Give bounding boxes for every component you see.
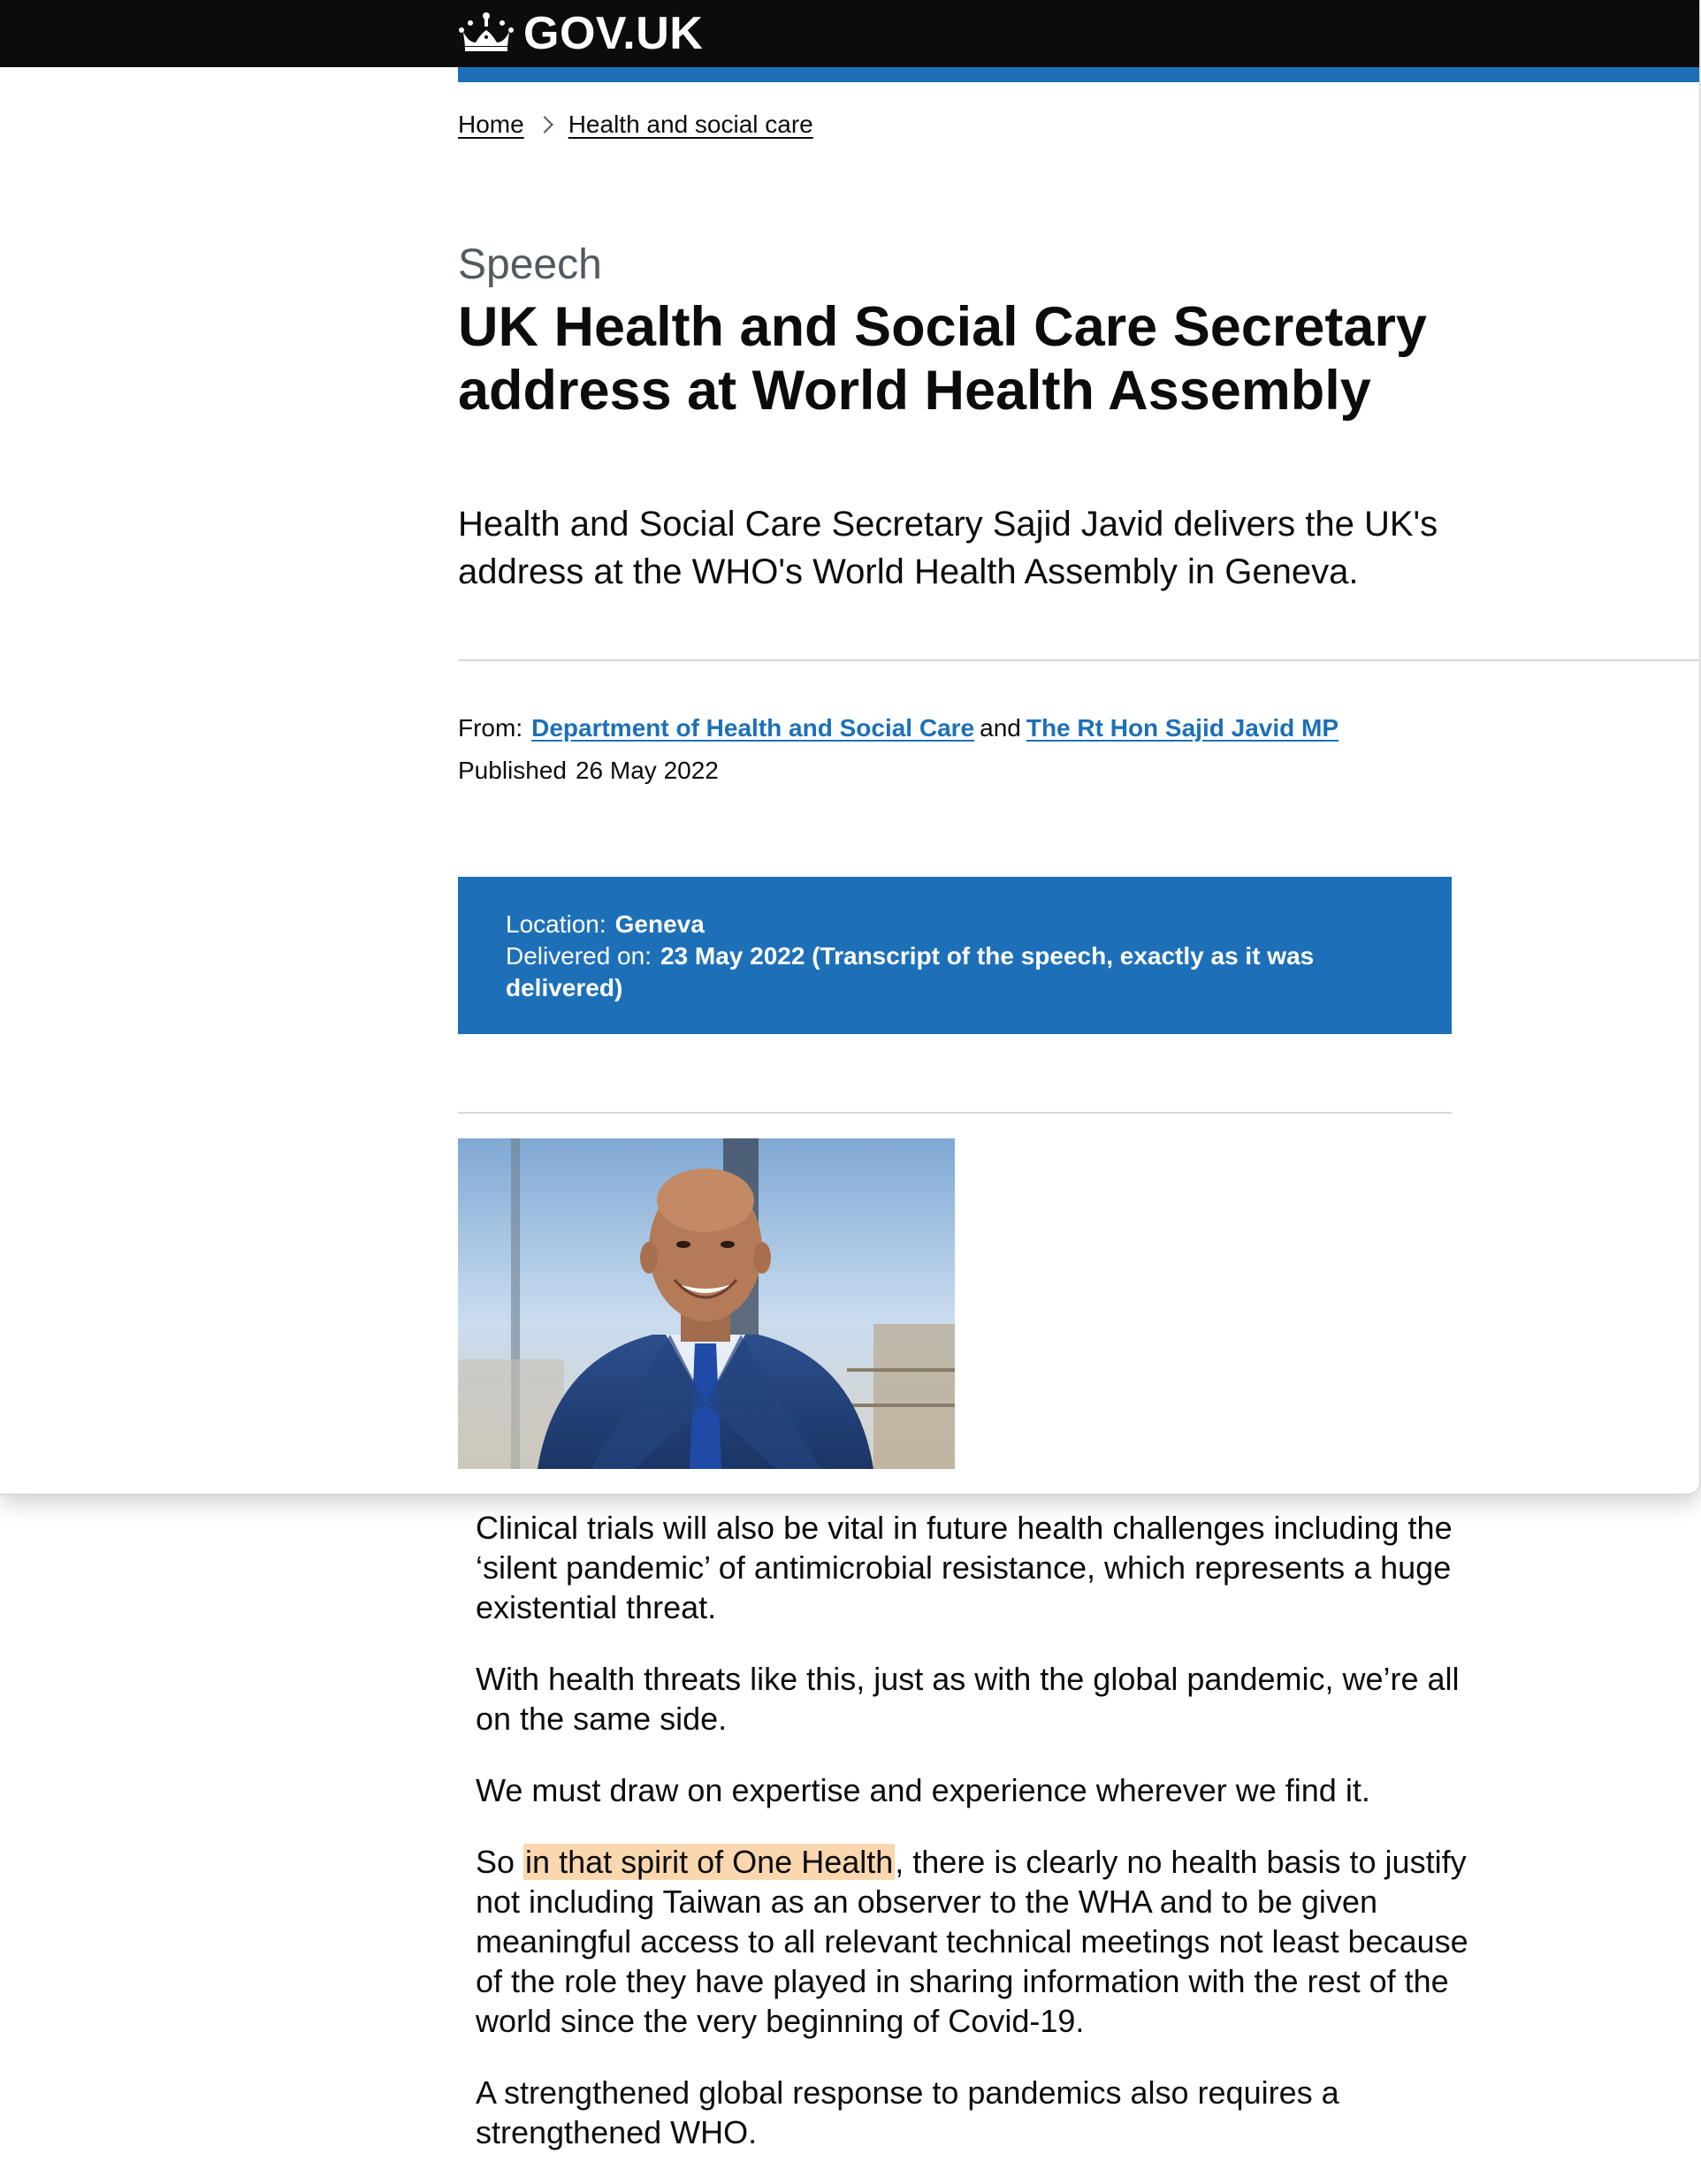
p4-rest: , there is clearly no health basis to justify not including Taiwan as an observer to the WHA and to be given meaningful access to all relevant technical meetings not least because of the role they have played in sharing information with the rest of the world since the very beginning of Covid-19.: [476, 1844, 1468, 2039]
crown-icon: [458, 11, 515, 57]
body-paragraph: Clinical trials will also be vital in future health challenges including the ‘silent pandemic’ of antimicrobial resistance, which represents a huge existential threat.: [476, 1510, 1453, 1625]
highlighted-text: in that spirit of One Health: [525, 1844, 894, 1880]
org-sajid-javid-link[interactable]: The Rt Hon Sajid Javid MP: [1026, 714, 1339, 742]
location-value: Geneva: [614, 910, 705, 938]
portrait-photo: [458, 1138, 955, 1469]
body-paragraph: We must draw on expertise and experience wherever we find it.: [476, 1772, 1370, 1808]
page-caption: Speech: [458, 241, 602, 288]
org-dhsc-link[interactable]: Department of Health and Social Care: [531, 714, 975, 742]
body-paragraph: With health threats like this, just as with the global pandemic, we’re all on the same side.: [476, 1661, 1460, 1737]
from-label: From:: [458, 714, 523, 742]
published-label: Published: [458, 757, 567, 784]
body-paragraph: A strengthened global response to pandemics also requires a strengthened WHO.: [476, 2074, 1339, 2150]
delivered-label: Delivered on:: [506, 942, 652, 970]
speech-location-box: [458, 877, 1452, 1034]
and-text: and: [980, 714, 1021, 742]
delivered-row: [506, 940, 1346, 1004]
page-title: UK Health and Social Care Secretary address at World Health Assembly: [458, 296, 1427, 422]
article-body: [476, 1508, 1475, 2184]
header-accent-bar: [458, 67, 1699, 82]
metadata-from: [458, 711, 1339, 746]
site-header: [0, 0, 1699, 67]
govuk-logo-link[interactable]: [458, 7, 703, 60]
p4-start: So: [476, 1844, 524, 1880]
breadcrumb-health-link[interactable]: Health and social care: [568, 110, 813, 138]
location-label: Location:: [506, 910, 606, 938]
delivered-value: 23 May 2022 (Transcript of the speech, exactly as it was delivered): [506, 942, 1315, 1001]
location-row: [506, 909, 1404, 940]
published-date: 26 May 2022: [575, 757, 719, 784]
section-divider: [458, 659, 1699, 661]
metadata-published: [458, 753, 719, 788]
breadcrumb-home-link[interactable]: Home: [458, 110, 524, 138]
page-lede: Health and Social Care Secretary Sajid Javid delivers the UK's address at the WHO's World Health Assembly in Geneva.: [458, 505, 1438, 591]
govuk-logo-text: GOV.UK: [523, 8, 704, 59]
chevron-right-icon: [536, 116, 553, 133]
image-divider: [458, 1112, 1452, 1114]
body-paragraph-taiwan: [476, 1842, 1475, 2041]
breadcrumb: [458, 110, 813, 140]
